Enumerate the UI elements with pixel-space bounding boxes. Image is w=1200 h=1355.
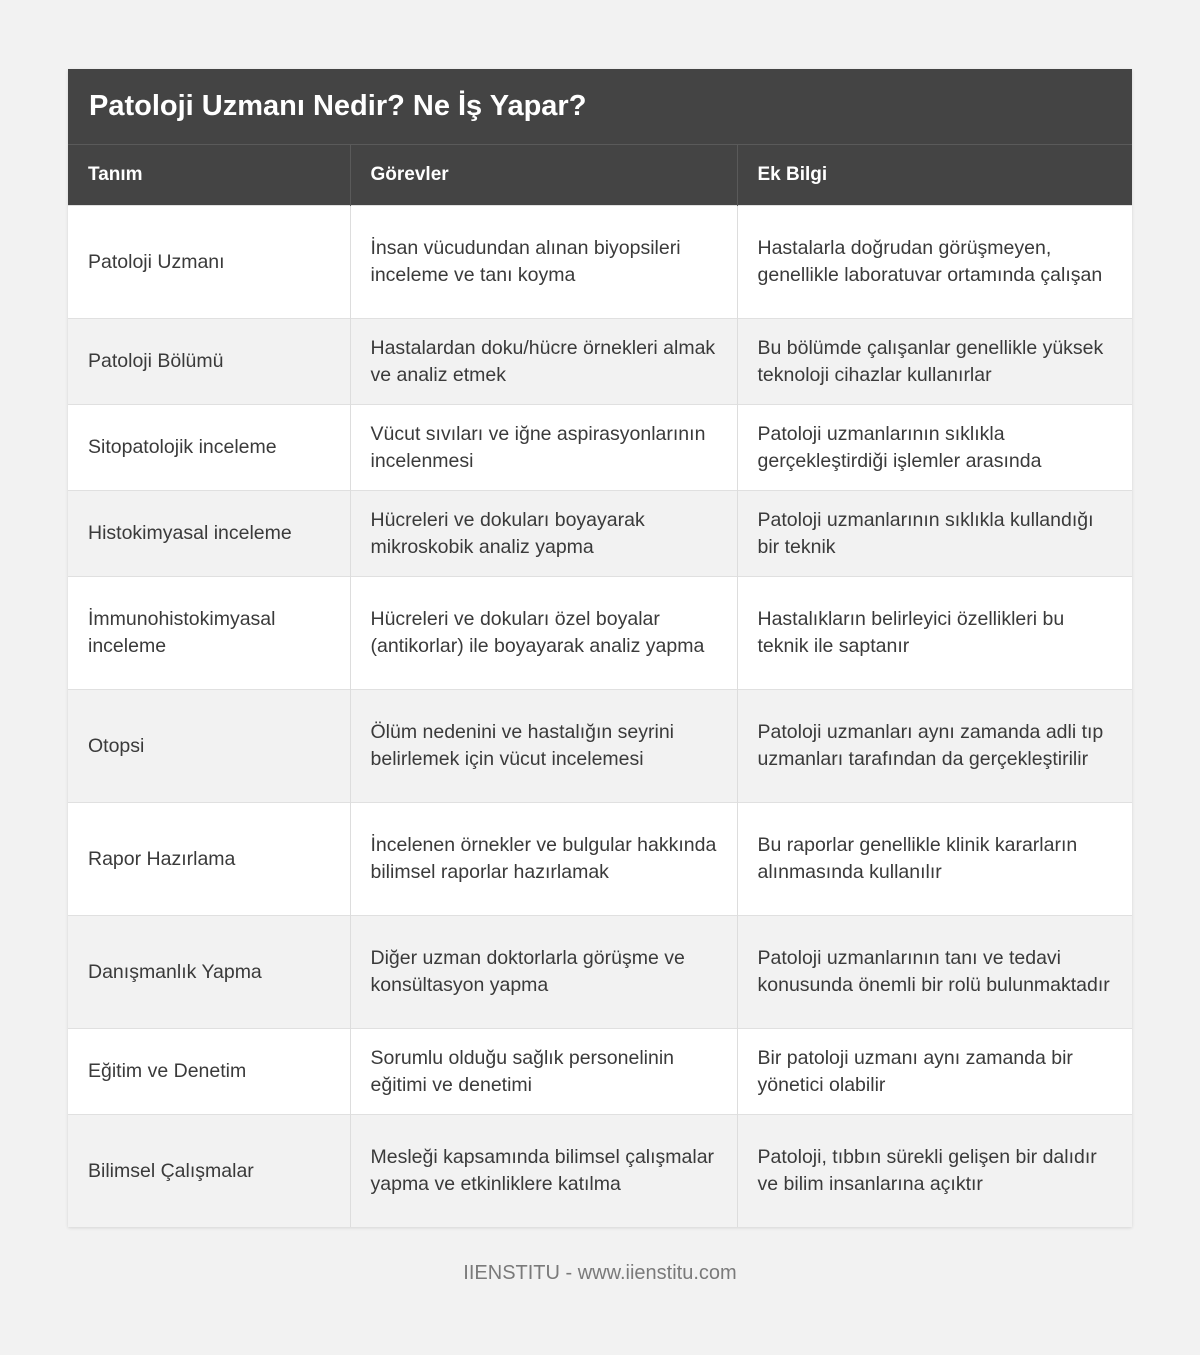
table-cell: Patoloji Uzmanı [68,206,350,319]
table-row [68,319,1132,405]
table-cell: Patoloji Bölümü [68,319,350,405]
column-header-tanim: Tanım [68,145,350,206]
table-cell: Bilimsel Çalışmalar [68,1115,350,1228]
table-cell: İncelenen örnekler ve bulgular hakkında bilimsel raporlar hazırlamak [350,803,737,916]
column-header-ek-bilgi: Ek Bilgi [737,145,1132,206]
info-table [68,145,1132,1227]
table-cell: Hücreleri ve dokuları özel boyalar (antikorlar) ile boyayarak analiz yapma [350,577,737,690]
page-title: Patoloji Uzmanı Nedir? Ne İş Yapar? [68,69,1132,145]
table-row [68,803,1132,916]
table-cell: Hastalardan doku/hücre örnekleri almak ve analiz etmek [350,319,737,405]
table-cell: Sitopatolojik inceleme [68,405,350,491]
table-cell: Hastalarla doğrudan görüşmeyen, genellikle laboratuvar ortamında çalışan [737,206,1132,319]
table-cell: Vücut sıvıları ve iğne aspirasyonlarının incelenmesi [350,405,737,491]
table-cell: Hücreleri ve dokuları boyayarak mikroskobik analiz yapma [350,491,737,577]
table-row [68,491,1132,577]
table-row [68,916,1132,1029]
table-cell: Otopsi [68,690,350,803]
table-row [68,206,1132,319]
table-cell: Patoloji uzmanlarının sıklıkla gerçekleştirdiği işlemler arasında [737,405,1132,491]
table-cell: Sorumlu olduğu sağlık personelinin eğitimi ve denetimi [350,1029,737,1115]
table-cell: Patoloji uzmanları aynı zamanda adli tıp uzmanları tarafından da gerçekleştirilir [737,690,1132,803]
table-cell: Patoloji, tıbbın sürekli gelişen bir dalıdır ve bilim insanlarına açıktır [737,1115,1132,1228]
table-cell: Bir patoloji uzmanı aynı zamanda bir yönetici olabilir [737,1029,1132,1115]
table-header-row [68,145,1132,206]
table-cell: Rapor Hazırlama [68,803,350,916]
table-cell: Diğer uzman doktorlarla görüşme ve konsültasyon yapma [350,916,737,1029]
table-card [68,69,1132,1227]
table-cell: Histokimyasal inceleme [68,491,350,577]
table-cell: Patoloji uzmanlarının sıklıkla kullandığı bir teknik [737,491,1132,577]
table-row [68,577,1132,690]
table-cell: Hastalıkların belirleyici özellikleri bu teknik ile saptanır [737,577,1132,690]
table-cell: Ölüm nedenini ve hastalığın seyrini belirlemek için vücut incelemesi [350,690,737,803]
table-cell: Danışmanlık Yapma [68,916,350,1029]
table-cell: İmmunohistokimyasal inceleme [68,577,350,690]
table-cell: Eğitim ve Denetim [68,1029,350,1115]
table-row [68,690,1132,803]
table-cell: Bu bölümde çalışanlar genellikle yüksek teknoloji cihazlar kullanırlar [737,319,1132,405]
table-row [68,1115,1132,1228]
table-row [68,1029,1132,1115]
table-cell: Patoloji uzmanlarının tanı ve tedavi konusunda önemli bir rolü bulunmaktadır [737,916,1132,1029]
column-header-gorevler: Görevler [350,145,737,206]
footer-credit: IIENSTITU - www.iienstitu.com [463,1262,737,1284]
table-cell: Bu raporlar genellikle klinik kararların alınmasında kullanılır [737,803,1132,916]
table-cell: Mesleği kapsamında bilimsel çalışmalar yapma ve etkinliklere katılma [350,1115,737,1228]
table-row [68,405,1132,491]
table-cell: İnsan vücudundan alınan biyopsileri inceleme ve tanı koyma [350,206,737,319]
